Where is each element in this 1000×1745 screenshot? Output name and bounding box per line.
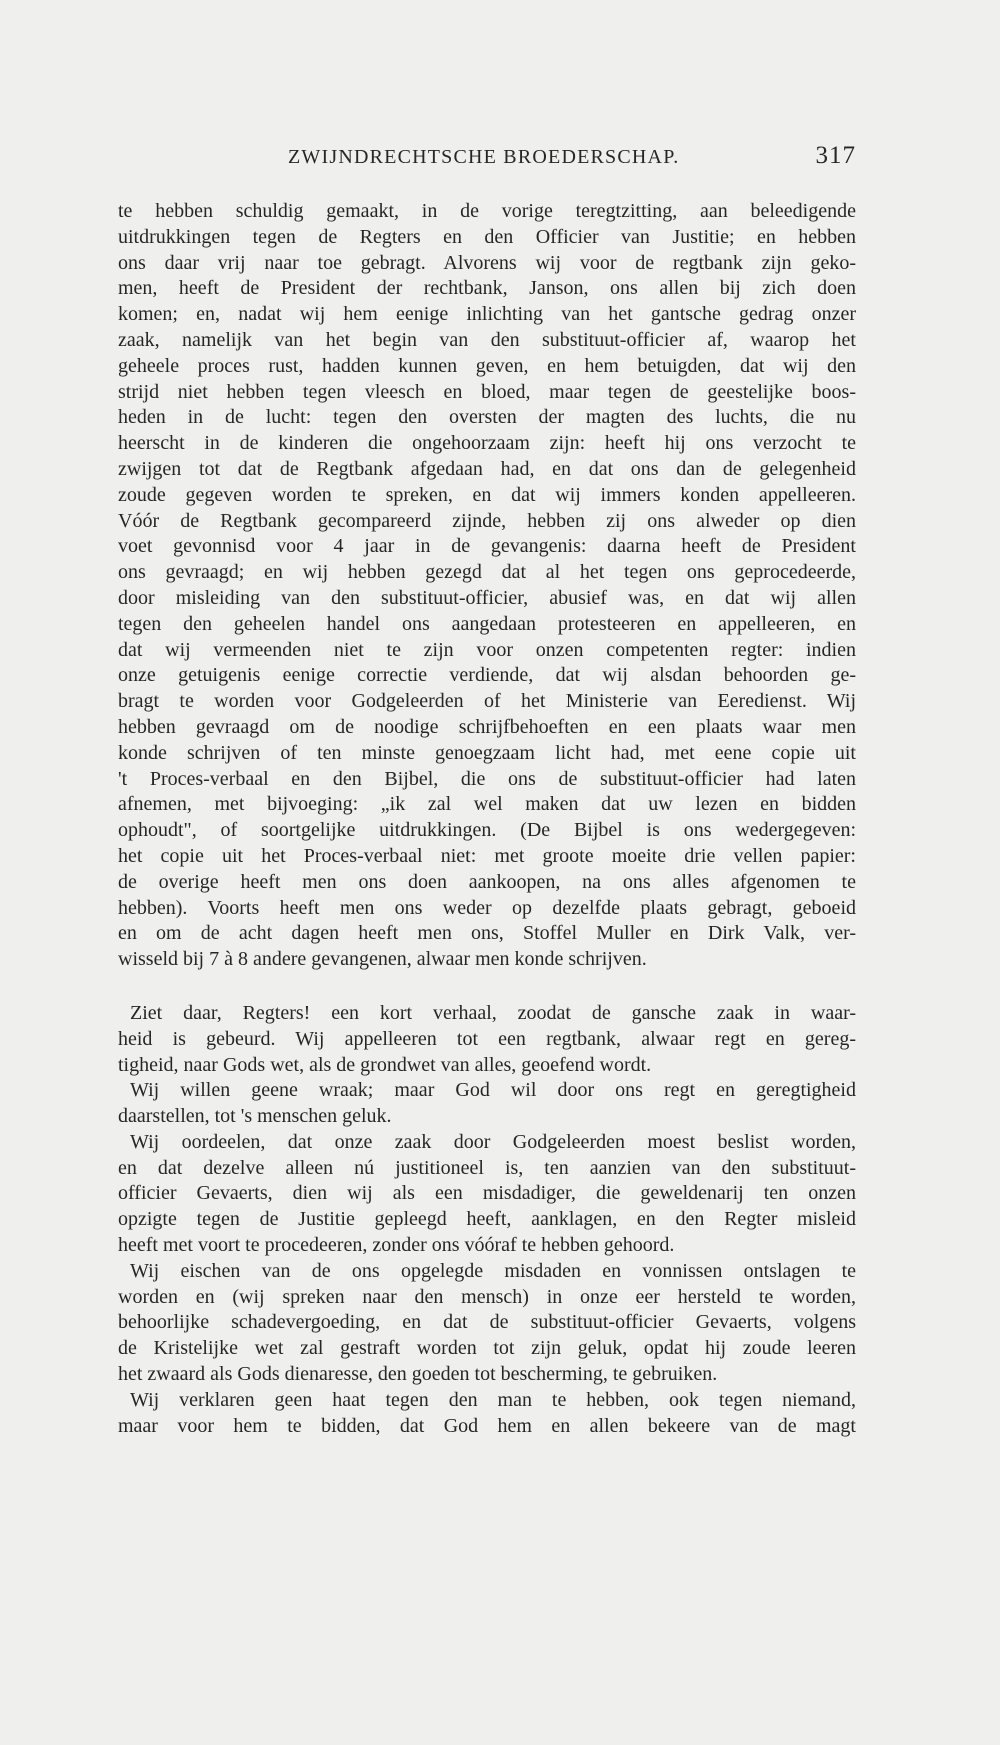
text-line: afnemen, met bijvoeging: „ik zal wel maken dat uw lezen en bidden [118, 793, 856, 816]
text-line: behoorlijke schadevergoeding, en dat de substituut-officier Gevaerts, volgens [118, 1311, 856, 1334]
text-line: en om de acht dagen heeft men ons, Stoffel Muller en Dirk Valk, ver- [118, 922, 856, 945]
paragraph-gap [118, 973, 856, 1001]
text-line: Vóór de Regtbank gecompareerd zijnde, hebben zij ons alweder op dien [118, 509, 856, 532]
text-line: Wij eischen van de ons opgelegde misdaden en vonnissen ontslagen te [130, 1259, 856, 1282]
text-line: dat wij vermeenden niet te zijn voor onzen competenten regter: indien [118, 638, 856, 661]
text-line: geheele proces rust, hadden kunnen geven, en hem betuigden, dat wij den [118, 354, 856, 377]
text-line: tigheid, naar Gods wet, als de grondwet van alles, geoefend wordt. [118, 1053, 652, 1076]
text-line: Wij oordeelen, dat onze zaak door Godgeleerden moest beslist worden, [130, 1130, 856, 1153]
text-line: officier Gevaerts, dien wij als een misdadiger, die geweldenarij ten onzen [118, 1182, 856, 1205]
text-line: zwijgen tot dat de Regtbank afgedaan had, en dat ons dan de gelegenheid [118, 457, 856, 480]
text-line: ons gevraagd; en wij hebben gezegd dat al het tegen ons geprocedeerde, [118, 561, 856, 584]
text-line: heerscht in de kinderen die ongehoorzaam zijn: heeft hij ons verzocht te [118, 432, 856, 455]
text-line: uitdrukkingen tegen de Regters en den Officier van Justitie; en hebben [118, 225, 856, 248]
text-line: ophoudt", of soortgelijke uitdrukkingen. (De Bijbel is ons wedergegeven: [118, 819, 856, 842]
text-line: strijd niet hebben tegen vleesch en bloed, maar tegen de geestelijke boos- [118, 380, 856, 403]
text-line: 't Proces-verbaal en den Bijbel, die ons de substituut-officier had laten [118, 767, 856, 790]
text-line: opzigte tegen de Justitie gepleegd heeft, aanklagen, en den Regter misleid [118, 1208, 856, 1231]
text-line: door misleiding van den substituut-officier, abusief was, en dat wij allen [118, 586, 856, 609]
text-line: tegen den geheelen handel ons aangedaan protesteeren en appelleeren, en [118, 612, 856, 635]
text-line: hebben). Voorts heeft men ons weder op dezelfde plaats gebragt, geboeid [118, 896, 856, 919]
text-line: konde schrijven of ten minste genoegzaam licht had, met eene copie uit [118, 741, 856, 764]
text-line: de overige heeft men ons doen aankoopen, na ons alles afgenomen te [118, 870, 856, 893]
body-text [118, 199, 856, 1439]
text-line: bragt te worden voor Godgeleerden of het Ministerie van Eeredienst. Wij [118, 690, 856, 713]
text-line: Ziet daar, Regters! een kort verhaal, zoodat de gansche zaak in waar- [130, 1001, 856, 1024]
text-line: heden in de lucht: tegen den oversten der magten des luchts, die nu [118, 406, 856, 429]
text-line: wisseld bij 7 à 8 andere gevangenen, alwaar men konde schrijven. [118, 948, 647, 971]
text-line: zoude gegeven worden te spreken, en dat wij immers konden appelleeren. [118, 483, 856, 506]
text-line: Wij verklaren geen haat tegen den man te hebben, ook tegen niemand, [130, 1388, 856, 1411]
text-line: men, heeft de President der rechtbank, Janson, ons allen bij zich doen [118, 277, 856, 300]
text-line: Wij willen geene wraak; maar God wil door ons regt en geregtigheid [130, 1079, 856, 1102]
text-line: worden en (wij spreken naar den mensch) in onze eer hersteld te worden, [118, 1285, 856, 1308]
text-line: te hebben schuldig gemaakt, in de vorige teregtzitting, aan beleedigende [118, 200, 856, 222]
text-line: de Kristelijke wet zal gestraft worden tot zijn geluk, opdat hij zoude leeren [118, 1337, 856, 1360]
text-line: het copie uit het Proces-verbaal niet: met groote moeite drie vellen papier: [118, 844, 856, 867]
text-line: heeft met voort te procedeeren, zonder ons vóóraf te hebben gehoord. [118, 1234, 675, 1257]
text-line: zaak, namelijk van het begin van den substituut-officier af, waarop het [118, 328, 856, 351]
text-line: het zwaard als Gods dienaresse, den goeden tot bescherming, te gebruiken. [118, 1363, 718, 1386]
text-line: daarstellen, tot 's menschen geluk. [118, 1105, 392, 1128]
text-line: maar voor hem te bidden, dat God hem en allen bekeere van de magt [118, 1414, 856, 1437]
text-line: hebben gevraagd om de noodige schrijfbehoeften en een plaats waar men [118, 715, 856, 738]
text-line: onze getuigenis eenige correctie verdiende, dat wij alsdan behoorden ge- [118, 664, 856, 687]
text-line: heid is gebeurd. Wij appelleeren tot een regtbank, alwaar regt en gereg- [118, 1027, 856, 1050]
text-line: komen; en, nadat wij hem eenige inlichting van het gantsche gedrag onzer [118, 303, 856, 326]
page-number: 317 [815, 142, 856, 169]
text-line: ons daar vrij naar toe gebragt. Alvorens wij voor de regtbank zijn geko- [118, 251, 856, 274]
running-title: ZWIJNDRECHTSCHE BROEDERSCHAP. [288, 146, 680, 168]
text-line: voet gevonnisd voor 4 jaar in de gevangenis: daarna heeft de President [118, 535, 856, 558]
running-header [118, 142, 856, 182]
text-line: en dat dezelve alleen nú justitioneel is, ten aanzien van den substituut- [118, 1156, 856, 1179]
